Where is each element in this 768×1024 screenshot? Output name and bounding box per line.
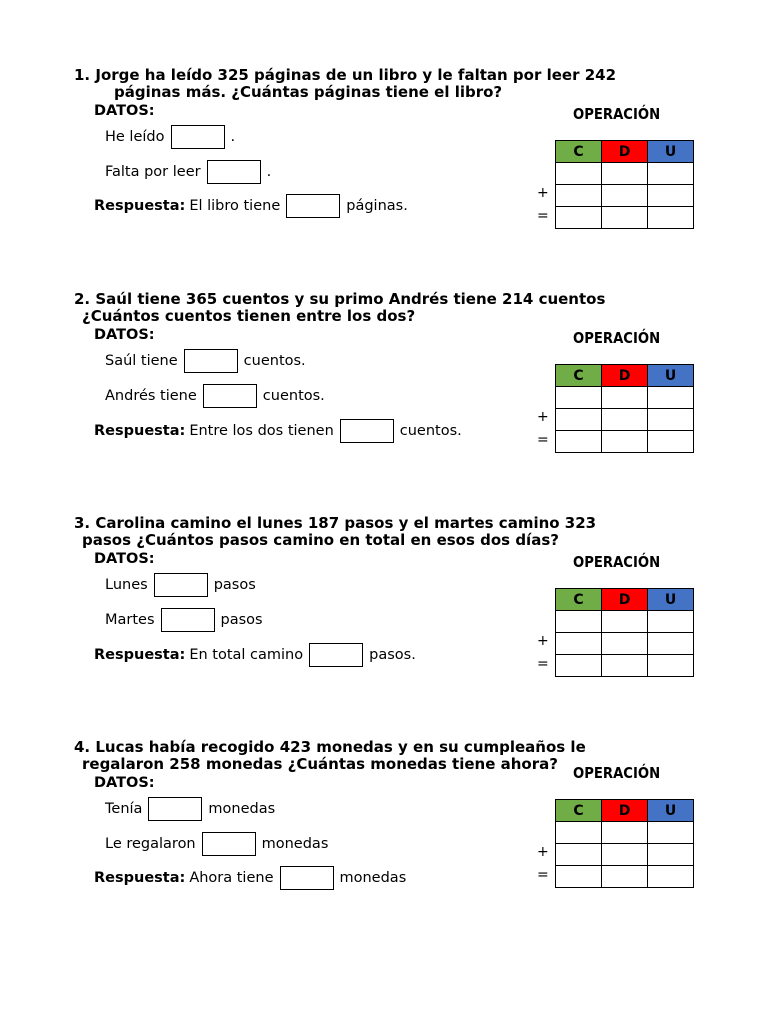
data-line-2-label: Le regalaron bbox=[105, 836, 196, 852]
answer-box[interactable] bbox=[280, 866, 334, 890]
equals-sign: = bbox=[537, 867, 549, 883]
grid-cell[interactable] bbox=[602, 822, 648, 844]
operation-grid bbox=[555, 140, 694, 229]
datos-label: DATOS: bbox=[94, 103, 155, 119]
grid-cell[interactable] bbox=[556, 611, 602, 633]
header-d: D bbox=[602, 141, 648, 163]
equals-sign: = bbox=[537, 432, 549, 448]
grid-cell[interactable] bbox=[602, 409, 648, 431]
grid-row bbox=[556, 633, 694, 655]
data-line-1-label: Saúl tiene bbox=[105, 353, 178, 369]
data-line-1 bbox=[105, 797, 275, 821]
grid-cell[interactable] bbox=[556, 844, 602, 866]
plus-sign: + bbox=[537, 409, 549, 425]
answer-box[interactable] bbox=[203, 384, 257, 408]
grid-cell[interactable] bbox=[556, 655, 602, 677]
grid-cell[interactable] bbox=[556, 387, 602, 409]
answer-box[interactable] bbox=[171, 125, 225, 149]
data-line-1-suffix: cuentos. bbox=[243, 353, 306, 369]
grid-header-row bbox=[556, 365, 694, 387]
header-c: C bbox=[556, 365, 602, 387]
grid-cell[interactable] bbox=[648, 844, 694, 866]
grid-row bbox=[556, 387, 694, 409]
problem-3-title-line-1: 3. Carolina camino el lunes 187 pasos y el martes camino 323 bbox=[74, 514, 597, 532]
answer-line bbox=[94, 419, 462, 443]
grid-cell[interactable] bbox=[556, 185, 602, 207]
grid-row bbox=[556, 822, 694, 844]
answer-line-text: Ahora tiene bbox=[189, 870, 274, 886]
grid-row bbox=[556, 163, 694, 185]
grid-cell[interactable] bbox=[602, 655, 648, 677]
operation-title: OPERACIÓN bbox=[573, 764, 661, 782]
answer-box[interactable] bbox=[184, 349, 238, 373]
grid-cell[interactable] bbox=[556, 409, 602, 431]
grid-cell[interactable] bbox=[556, 822, 602, 844]
data-line-1 bbox=[105, 125, 235, 149]
answer-line-text: En total camino bbox=[189, 647, 304, 663]
grid-cell[interactable] bbox=[648, 207, 694, 229]
grid-cell[interactable] bbox=[602, 387, 648, 409]
grid-cell[interactable] bbox=[602, 611, 648, 633]
operation-title: OPERACIÓN bbox=[573, 329, 661, 347]
grid-cell[interactable] bbox=[556, 633, 602, 655]
grid-row bbox=[556, 185, 694, 207]
grid-cell[interactable] bbox=[648, 387, 694, 409]
grid-row bbox=[556, 844, 694, 866]
problem-3-title-line-2: pasos ¿Cuántos pasos camino en total en esos dos días? bbox=[82, 531, 559, 549]
grid-cell[interactable] bbox=[556, 163, 602, 185]
answer-box[interactable] bbox=[340, 419, 394, 443]
answer-box[interactable] bbox=[161, 608, 215, 632]
equals-sign: = bbox=[537, 208, 549, 224]
data-line-1-label: Lunes bbox=[105, 577, 148, 593]
data-line-1-suffix: pasos bbox=[213, 577, 256, 593]
datos-label: DATOS: bbox=[94, 327, 155, 343]
data-line-2 bbox=[105, 160, 271, 184]
header-u: U bbox=[648, 141, 694, 163]
grid-row bbox=[556, 655, 694, 677]
grid-cell[interactable] bbox=[648, 185, 694, 207]
answer-line-suffix: cuentos. bbox=[399, 423, 462, 439]
grid-header-row bbox=[556, 800, 694, 822]
data-line-2 bbox=[105, 384, 325, 408]
answer-line-suffix: monedas bbox=[339, 870, 407, 886]
operation-title: OPERACIÓN bbox=[573, 105, 661, 123]
data-line-1-suffix: monedas bbox=[208, 801, 276, 817]
data-line-2-label: Andrés tiene bbox=[105, 388, 197, 404]
answer-line bbox=[94, 194, 408, 218]
grid-header-row bbox=[556, 141, 694, 163]
answer-box[interactable] bbox=[286, 194, 340, 218]
respuesta-label: Respuesta: bbox=[94, 423, 186, 439]
header-d: D bbox=[602, 365, 648, 387]
header-c: C bbox=[556, 800, 602, 822]
grid-cell[interactable] bbox=[556, 431, 602, 453]
plus-sign: + bbox=[537, 633, 549, 649]
answer-line-suffix: páginas. bbox=[346, 198, 408, 214]
grid-cell[interactable] bbox=[602, 431, 648, 453]
answer-line-suffix: pasos. bbox=[369, 647, 416, 663]
header-u: U bbox=[648, 589, 694, 611]
plus-sign: + bbox=[537, 844, 549, 860]
equals-sign: = bbox=[537, 656, 549, 672]
grid-cell[interactable] bbox=[648, 633, 694, 655]
plus-sign: + bbox=[537, 185, 549, 201]
data-line-1 bbox=[105, 349, 306, 373]
grid-cell[interactable] bbox=[556, 866, 602, 888]
answer-box[interactable] bbox=[309, 643, 363, 667]
grid-header-row bbox=[556, 589, 694, 611]
data-line-2-suffix: pasos bbox=[220, 612, 263, 628]
header-u: U bbox=[648, 365, 694, 387]
datos-label: DATOS: bbox=[94, 551, 155, 567]
grid-cell[interactable] bbox=[602, 866, 648, 888]
header-d: D bbox=[602, 800, 648, 822]
answer-line bbox=[94, 866, 406, 890]
respuesta-label: Respuesta: bbox=[94, 870, 186, 886]
answer-box[interactable] bbox=[154, 573, 208, 597]
grid-cell[interactable] bbox=[602, 163, 648, 185]
grid-cell[interactable] bbox=[602, 844, 648, 866]
operation-title: OPERACIÓN bbox=[573, 553, 661, 571]
problem-1-title-line-2: páginas más. ¿Cuántas páginas tiene el libro? bbox=[114, 83, 503, 101]
grid-cell[interactable] bbox=[602, 207, 648, 229]
data-line-1-label: He leído bbox=[105, 129, 165, 145]
grid-cell[interactable] bbox=[648, 611, 694, 633]
grid-cell[interactable] bbox=[648, 866, 694, 888]
answer-box[interactable] bbox=[207, 160, 261, 184]
grid-cell[interactable] bbox=[648, 409, 694, 431]
problem-2-title-line-2: ¿Cuántos cuentos tienen entre los dos? bbox=[82, 307, 416, 325]
answer-line-text: Entre los dos tienen bbox=[189, 423, 334, 439]
data-line-1-suffix: . bbox=[230, 129, 236, 145]
problem-4-title-line-1: 4. Lucas había recogido 423 monedas y en su cumpleaños le bbox=[74, 738, 586, 756]
grid-row bbox=[556, 409, 694, 431]
answer-box[interactable] bbox=[202, 832, 256, 856]
data-line-2-suffix: . bbox=[266, 164, 272, 180]
header-d: D bbox=[602, 589, 648, 611]
grid-row bbox=[556, 207, 694, 229]
data-line-1 bbox=[105, 573, 256, 597]
grid-row bbox=[556, 866, 694, 888]
grid-cell[interactable] bbox=[556, 207, 602, 229]
answer-line bbox=[94, 643, 416, 667]
header-c: C bbox=[556, 141, 602, 163]
data-line-2-label: Martes bbox=[105, 612, 155, 628]
respuesta-label: Respuesta: bbox=[94, 647, 186, 663]
data-line-2 bbox=[105, 608, 263, 632]
problem-2-title-line-1: 2. Saúl tiene 365 cuentos y su primo Andrés tiene 214 cuentos bbox=[74, 290, 606, 308]
grid-cell[interactable] bbox=[602, 633, 648, 655]
grid-cell[interactable] bbox=[648, 655, 694, 677]
grid-cell[interactable] bbox=[648, 431, 694, 453]
header-c: C bbox=[556, 589, 602, 611]
respuesta-label: Respuesta: bbox=[94, 198, 186, 214]
data-line-1-label: Tenía bbox=[105, 801, 143, 817]
data-line-2-suffix: monedas bbox=[261, 836, 329, 852]
answer-box[interactable] bbox=[148, 797, 202, 821]
operation-grid bbox=[555, 799, 694, 888]
grid-cell[interactable] bbox=[648, 822, 694, 844]
grid-cell[interactable] bbox=[602, 185, 648, 207]
datos-label: DATOS: bbox=[94, 775, 155, 791]
operation-grid bbox=[555, 588, 694, 677]
problem-1-title-line-1: 1. Jorge ha leído 325 páginas de un libro y le faltan por leer 242 bbox=[74, 66, 616, 84]
grid-cell[interactable] bbox=[648, 163, 694, 185]
problem-4-title-line-2: regalaron 258 monedas ¿Cuántas monedas tiene ahora? bbox=[82, 755, 558, 773]
data-line-2-label: Falta por leer bbox=[105, 164, 201, 180]
operation-grid bbox=[555, 364, 694, 453]
answer-line-text: El libro tiene bbox=[189, 198, 281, 214]
header-u: U bbox=[648, 800, 694, 822]
grid-row bbox=[556, 431, 694, 453]
data-line-2-suffix: cuentos. bbox=[262, 388, 325, 404]
grid-row bbox=[556, 611, 694, 633]
data-line-2 bbox=[105, 832, 328, 856]
